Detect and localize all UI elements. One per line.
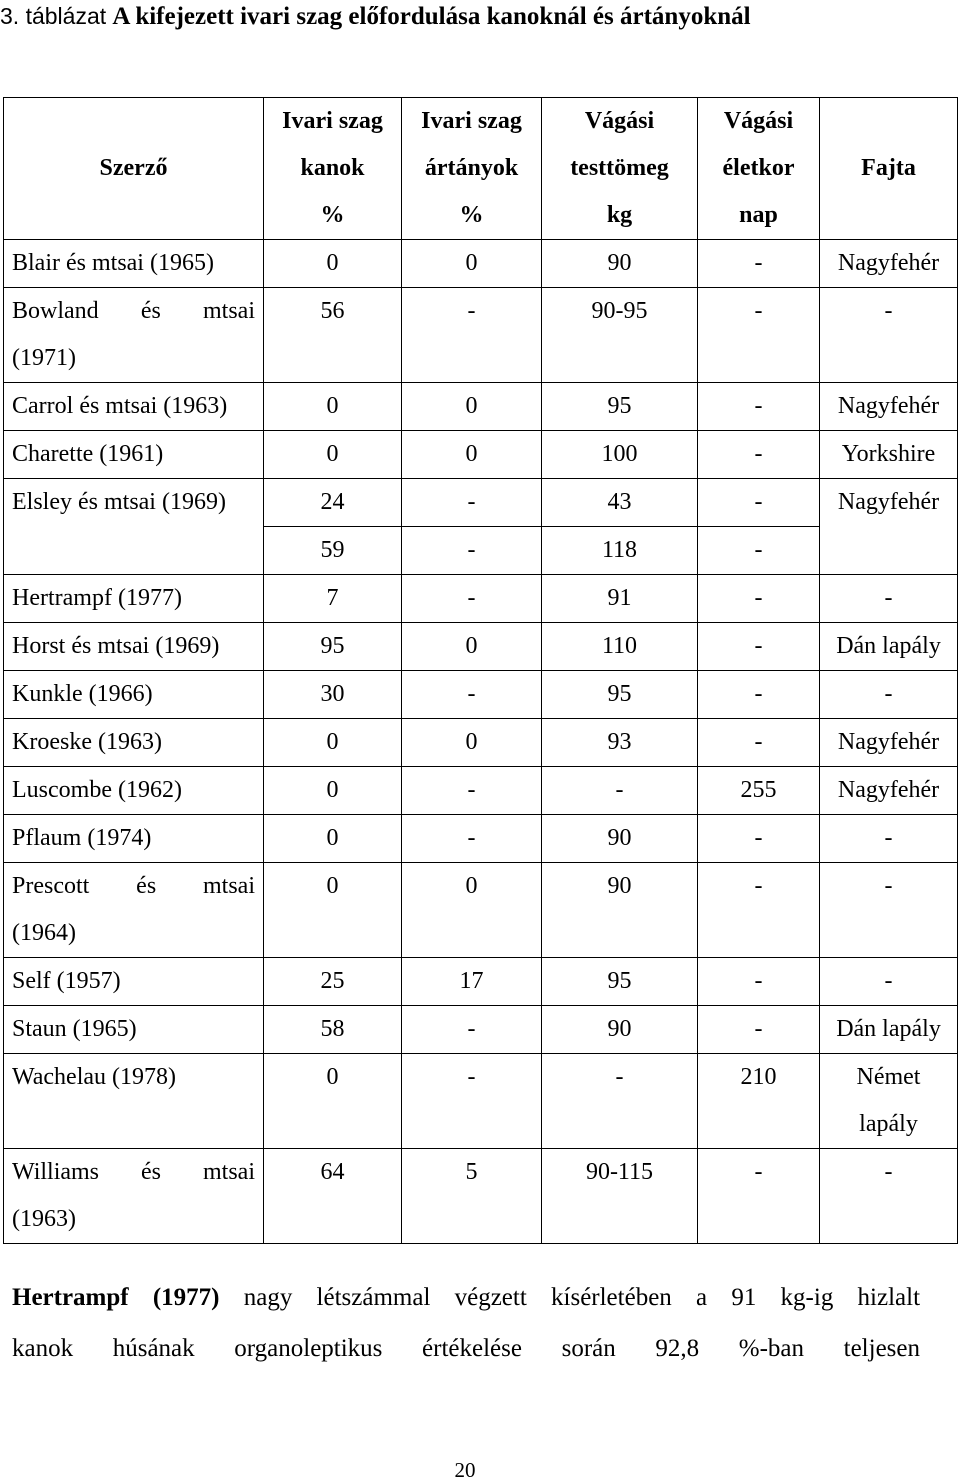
- table-row: [4, 958, 958, 1006]
- cell-boar: 0: [264, 815, 402, 863]
- cell-boar: 0: [264, 719, 402, 767]
- cell-barrow: -: [402, 767, 542, 815]
- cell-breed: -: [820, 575, 958, 623]
- cell-barrow: -: [402, 575, 542, 623]
- cell-barrow: -: [402, 288, 542, 383]
- cell-boar: 24: [264, 479, 402, 527]
- cell-age: -: [698, 958, 820, 1006]
- cell-weight: 90: [542, 815, 698, 863]
- cell-age: 255: [698, 767, 820, 815]
- cell-barrow: 0: [402, 863, 542, 958]
- cell-breed: -: [820, 288, 958, 383]
- body-paragraph-line-1: [12, 1284, 920, 1312]
- cell-barrow: 0: [402, 240, 542, 288]
- cell-breed: Dán lapály: [820, 623, 958, 671]
- cell-weight: 118: [542, 527, 698, 575]
- cell-weight: 90-95: [542, 288, 698, 383]
- cell-author: Self (1957): [4, 958, 264, 1006]
- cell-breed: -: [820, 815, 958, 863]
- cell-age: -: [698, 1149, 820, 1244]
- table-caption: [0, 0, 751, 32]
- cell-breed: -: [820, 671, 958, 719]
- table-row: [4, 863, 958, 958]
- cell-author: Kunkle (1966): [4, 671, 264, 719]
- cell-boar: 64: [264, 1149, 402, 1244]
- cell-boar: 0: [264, 767, 402, 815]
- cell-age: -: [698, 527, 820, 575]
- cell-age: -: [698, 1006, 820, 1054]
- cell-age: -: [698, 479, 820, 527]
- table-row: [4, 288, 958, 383]
- header-age: Vágási életkor nap: [698, 98, 820, 240]
- caption-title: A kifejezett ivari szag előfordulása kanoknál és ártányoknál: [112, 3, 751, 30]
- table-header-row: [4, 98, 958, 240]
- cell-boar: 30: [264, 671, 402, 719]
- cell-weight: 90: [542, 240, 698, 288]
- cell-breed: -: [820, 1149, 958, 1244]
- cell-breed: Nagyfehér: [820, 383, 958, 431]
- cell-boar: 0: [264, 431, 402, 479]
- cell-age: -: [698, 719, 820, 767]
- cell-boar: 0: [264, 240, 402, 288]
- cell-weight: 95: [542, 671, 698, 719]
- paragraph-line2: kanok húsának organoleptikus értékelése során 92,8 %-ban teljesen: [12, 1335, 920, 1362]
- cell-age: -: [698, 240, 820, 288]
- cell-author: Luscombe (1962): [4, 767, 264, 815]
- cell-author: Prescott és mtsai (1964): [4, 863, 264, 958]
- cell-author: Staun (1965): [4, 1006, 264, 1054]
- cell-barrow: -: [402, 671, 542, 719]
- cell-barrow: -: [402, 1054, 542, 1149]
- cell-barrow: 17: [402, 958, 542, 1006]
- cell-boar: 59: [264, 527, 402, 575]
- cell-barrow: -: [402, 815, 542, 863]
- cell-age: -: [698, 383, 820, 431]
- odor-table: [3, 97, 958, 1244]
- cell-breed: Yorkshire: [820, 431, 958, 479]
- cell-barrow: 5: [402, 1149, 542, 1244]
- table-row: [4, 575, 958, 623]
- cell-author: Williams és mtsai (1963): [4, 1149, 264, 1244]
- table-row: [4, 767, 958, 815]
- cell-author: Elsley és mtsai (1969): [4, 479, 264, 575]
- cell-breed: -: [820, 863, 958, 958]
- cell-author: Carrol és mtsai (1963): [4, 383, 264, 431]
- cell-weight: 110: [542, 623, 698, 671]
- cell-boar: 58: [264, 1006, 402, 1054]
- cell-weight: 93: [542, 719, 698, 767]
- header-weight: Vágási testtömeg kg: [542, 98, 698, 240]
- cell-boar: 0: [264, 1054, 402, 1149]
- cell-weight: 90-115: [542, 1149, 698, 1244]
- cell-barrow: -: [402, 527, 542, 575]
- cell-weight: 90: [542, 863, 698, 958]
- cell-weight: 91: [542, 575, 698, 623]
- cell-age: 210: [698, 1054, 820, 1149]
- table-row: [4, 1054, 958, 1149]
- cell-barrow: 0: [402, 623, 542, 671]
- table-row: [4, 1006, 958, 1054]
- table-row: [4, 623, 958, 671]
- cell-author: Wachelau (1978): [4, 1054, 264, 1149]
- cell-author: Hertrampf (1977): [4, 575, 264, 623]
- table-row: [4, 479, 958, 527]
- page-number: 20: [454, 1458, 476, 1482]
- cell-barrow: -: [402, 1006, 542, 1054]
- cell-weight: 95: [542, 958, 698, 1006]
- cell-age: -: [698, 575, 820, 623]
- cell-breed: Német lapály: [820, 1054, 958, 1149]
- cell-barrow: 0: [402, 383, 542, 431]
- paragraph-line1-rest: nagy létszámmal végzett kísérletében a 91 kg-ig hizlalt: [243, 1284, 921, 1311]
- cell-weight: 100: [542, 431, 698, 479]
- cell-author: Bowland és mtsai (1971): [4, 288, 264, 383]
- cell-breed: Nagyfehér: [820, 240, 958, 288]
- table-row: [4, 1149, 958, 1244]
- table-row: [4, 815, 958, 863]
- cell-author: Blair és mtsai (1965): [4, 240, 264, 288]
- cell-weight: 43: [542, 479, 698, 527]
- cell-boar: 25: [264, 958, 402, 1006]
- body-paragraph-line-2: [12, 1335, 920, 1363]
- header-author: Szerző: [4, 98, 264, 240]
- cell-age: -: [698, 431, 820, 479]
- cell-breed: -: [820, 958, 958, 1006]
- cell-boar: 7: [264, 575, 402, 623]
- caption-number: 3. táblázat: [0, 3, 107, 29]
- header-boar: Ivari szag kanok %: [264, 98, 402, 240]
- cell-weight: 95: [542, 383, 698, 431]
- cell-breed: Nagyfehér: [820, 719, 958, 767]
- cell-breed: Dán lapály: [820, 1006, 958, 1054]
- header-breed: Fajta: [820, 98, 958, 240]
- cell-weight: -: [542, 1054, 698, 1149]
- cell-age: -: [698, 815, 820, 863]
- cell-age: -: [698, 288, 820, 383]
- paragraph-bold-lead: Hertrampf (1977): [12, 1284, 220, 1311]
- table-row: [4, 383, 958, 431]
- header-barrow: Ivari szag ártányok %: [402, 98, 542, 240]
- cell-boar: 0: [264, 383, 402, 431]
- cell-weight: -: [542, 767, 698, 815]
- table-row: [4, 431, 958, 479]
- cell-age: -: [698, 671, 820, 719]
- table-row: [4, 671, 958, 719]
- cell-author: Charette (1961): [4, 431, 264, 479]
- cell-breed: Nagyfehér: [820, 767, 958, 815]
- cell-boar: 95: [264, 623, 402, 671]
- cell-boar: 0: [264, 863, 402, 958]
- cell-barrow: 0: [402, 431, 542, 479]
- cell-boar: 56: [264, 288, 402, 383]
- cell-age: -: [698, 623, 820, 671]
- cell-barrow: 0: [402, 719, 542, 767]
- table-row: [4, 719, 958, 767]
- cell-breed: Nagyfehér: [820, 479, 958, 575]
- cell-author: Kroeske (1963): [4, 719, 264, 767]
- cell-barrow: -: [402, 479, 542, 527]
- cell-weight: 90: [542, 1006, 698, 1054]
- cell-age: -: [698, 863, 820, 958]
- cell-author: Pflaum (1974): [4, 815, 264, 863]
- table-row: [4, 240, 958, 288]
- cell-author: Horst és mtsai (1969): [4, 623, 264, 671]
